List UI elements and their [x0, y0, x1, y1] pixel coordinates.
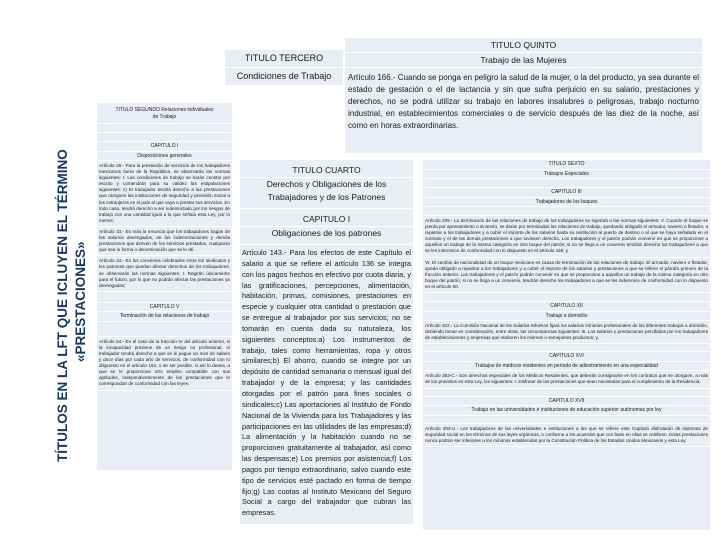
chapter3-heading: CAPITULO III	[423, 188, 710, 198]
article-54: Artículo 54.- En el caso de la fracción IV del artículo anterior, si la incapacidad proviene de un riesgo no profesional, el trabajador tendrá derecho a que se le pague un mes de salario y doce días por cada año de servicios, de conformidad con lo dispuesto en el artículo 162, o de ser posible, si así lo desea, a que se le proporcione otro empleo compatible con sus aptitudes, independientemente de las prestaciones que le correspondan de conformidad con las leyes.	[97, 337, 232, 391]
titulo-sexto-subheader: Trabajos Especiales	[423, 170, 710, 180]
titulo-sexto-header: TITULO SEXTO	[423, 160, 710, 170]
chapter17-heading: CAPITULO XVII	[423, 397, 710, 407]
article-353c: Artículo 353-C.- Son derechos especiales de los Médicos Residentes, que deberán consignarse en los contratos que se otorguen, a más de los previstos en esta Ley, los siguientes: I. Disfrutar de las prestaciones que sean necesarias para el cumplimiento de la Residencia;	[423, 371, 710, 388]
chapter5-heading: CAPITULO V	[97, 303, 232, 313]
article-143: Artículo 143.- Para los efectos de este Capítulo el salario a que se refiere el artículo 136 se integra con los pagos hechos en efectivo por cuota diaria, y las gratificaciones, percepciones, alimentación, habitación, primas, comisiones, prestaciones en especie y cualquier otra cantidad o prestación que se entregue al trabajador por sus servicios; no se tomarán en cuenta dada su naturaleza, los siguientes conceptos:a) Los instrumentos de trabajo, tales como herramientas, ropa y otros similares;b) El ahorro, cuando se integre por un depósito de cantidad semanaria o mensual igual del trabajador y de la empresa; y las cantidades otorgadas por el patrón para fines sociales o sindicales;c) Las aportaciones al Instituto de Fondo Nacional de la Vivienda para los Trabajadores y las participaciones en las utilidades de las empresas;d) La alimentación y la habitación cuando no se proporcionen gratuitamente al trabajador, así como las despensas;e) Los premios por asistencia;f) Los pagos por tiempo extraordinario, salvo cuando este tipo de servicios esté pactado en forma de tiempo fijo;g) Las cuotas al Instituto Mexicano del Seguro Social a cargo del trabajador que cubran las empresas.	[242, 248, 411, 518]
article-34: Artículo 34.- En los convenios celebrados entre los sindicatos y los patrones que puedan afectar derechos de los trabajadores, se observarán las normas siguientes: I. Regirán únicamente para el futuro, por lo que no podrán afectar las prestaciones ya devengadas;	[97, 256, 232, 291]
titulo-sexto-block	[423, 160, 710, 530]
titulo-quinto-subheader: Trabajo de las Mujeres	[345, 53, 702, 68]
spacer-row	[97, 292, 232, 303]
article-322: Artículo 322.- La Comisión Nacional de los Salarios Mínimos fijará los salarios mínimos profesionales de los diferentes trabajos a domicilio, debiendo tomar en consideración, entre otras, las circunstancias siguientes: III. Los salarios y prestaciones percibidos por los trabajadores de establecimientos y empresas que elaboren los mismos o semejantes productos; y,	[423, 321, 710, 344]
titulo-segundo-block	[97, 103, 232, 470]
vertical-title-line2: «PRESTACIONES»	[73, 241, 88, 362]
chapter12-heading: CAPITULO XII	[423, 302, 710, 312]
spacer-row	[423, 416, 710, 424]
titulo-tercero-subheader: Condiciones de Trabajo	[225, 68, 343, 86]
titulo-cuarto-block	[240, 160, 413, 524]
spacer-row	[423, 389, 710, 397]
titulo-tercero-block	[225, 50, 343, 86]
titulo-quinto-header: TITULO QUINTO	[345, 38, 702, 53]
spacer-row	[97, 124, 232, 133]
chapter5-name: Terminación de las relaciones de trabajo	[97, 312, 232, 322]
vertical-title-line1: TÍTULOS EN LA LFT QUE ICLUYEN EL TÉRMINO	[55, 149, 70, 462]
titulo-tercero-header: TITULO TERCERO	[225, 50, 343, 68]
vertical-title	[0, 0, 88, 546]
chapter-name: Obligaciones de los patrones	[240, 227, 413, 245]
chapter3-name: Trabajadores de los buques	[423, 198, 710, 208]
spacer-row	[423, 179, 710, 188]
chapter17-name: Trabajo en las universidades e instituciones de educación superior autónomas por ley	[423, 406, 710, 416]
article-166: Artículo 166.- Cuando se ponga en peligro la salud de la mujer, o la del producto, ya sea durante el estado de gestación o el de lactancia y sin que sufra perjuicio en su salario, prestaciones y derechos, no se podrá utilizar su trabajo en labores insalubres o peligrosas, trabajo nocturno industrial, en establecimientos comerciales o de servicio después de las diez de la noche, así como en horas extraordinarias.	[348, 73, 699, 131]
chapter16-name: Trabajos de médicos residentes en período de adiestramiento en una especialidad	[423, 362, 710, 372]
chapter-heading: CAPITULO I	[240, 209, 413, 227]
article-353u: Artículo 353-U.- Los trabajadores de las universidades e instituciones a las que se refiere este Capítulo disfrutarán de sistemas de seguridad social en los términos de sus leyes orgánicas, o conforme a los acuerdos que con base en ellas se celebren. Estas prestaciones nunca podrán ser inferiores a los mínimos establecidos por la Constitución Política de los Estados Unidos Mexicanos y esta Ley.	[423, 424, 710, 447]
spacer-row	[97, 322, 232, 337]
spacer-row	[423, 293, 710, 302]
titulo-cuarto-header: TITULO CUARTO	[240, 160, 413, 178]
article-33: Artículo 33.- Es nula la renuncia que los trabajadores hagan de los salarios devengados, de las indemnizaciones y demás prestaciones que deriven de los servicios prestados, cualquiera que sea la forma o denominación que se le dé.	[97, 227, 232, 256]
article-209: Artículo 209.- La terminación de las relaciones de trabajo de los trabajadores se sujetará a las normas siguientes: V. Cuando el buque se pierda por apresamiento o siniestro, se darán por terminadas las relaciones de trabajo, quedando obligado el armador, naviero o fletador, a repatriar a los trabajadores y a cubrir el importe de los salarios hasta su restitución al puerto de destino o al que se haya señalado en el contrato y el de las demás prestaciones a que tuviesen derecho. Los trabajadores y el patrón podrán convenir en que se proporcione a aquellos un trabajo de la misma categoría en otro buque del patrón; si no se llega a un convenio tendrán derecho los trabajadores a que se les indemnice de conformidad con lo dispuesto en el artículo 436; y	[423, 216, 710, 258]
titulo-quinto-block	[345, 38, 702, 153]
chapter16-heading: CAPITULO XVI	[423, 352, 710, 362]
chapter12-name: Trabajo a domicilio	[423, 312, 710, 322]
article-28: Artículo 28.- Para la prestación de servicios de los trabajadores mexicanos fuera de la República, se observarán las normas siguientes: I. Las condiciones de trabajo se harán constar por escrito y contendrán para su validez las estipulaciones siguientes: c) El trabajador tendrá derecho a las prestaciones que otorguen las instituciones de seguridad y previsión social a los extranjeros en el país al que vaya a prestar sus servicios. En todo caso, tendrá derecho a ser indemnizado por los riesgos de trabajo con una cantidad igual a la que señala esta Ley, por lo menos;	[97, 161, 232, 227]
chapter-heading: CAPITULO I	[97, 142, 232, 152]
article-209-vi: VI. El cambio de nacionalidad de un buque mexicano es causa de terminación de las relaciones de trabajo. El armador, naviero o fletador, queda obligado a repatriar a los trabajadores y a cubrir el importe de los salarios y prestaciones a que se refiere el párrafo primero de la fracción anterior. Los trabajadores y el patrón podrán convenir en que se proporcione a aquellos un trabajo de la misma categoría en otro buque del patrón; si no se llega a un convenio, tendrán derecho los trabajadores a que se les indemnice de conformidad con lo dispuesto en el artículo 50.	[423, 258, 710, 293]
titulo-segundo-header: TITULO SEGUNDO Relaciones individuales de Trabajo	[97, 103, 232, 124]
spacer-row	[423, 207, 710, 216]
spacer-row	[423, 344, 710, 352]
chapter-name: Disposiciones generales	[97, 152, 232, 162]
spacer-row	[97, 133, 232, 142]
titulo-cuarto-subheader: Derechos y Obligaciones de los Trabajadores y de los Patrones	[240, 178, 413, 209]
